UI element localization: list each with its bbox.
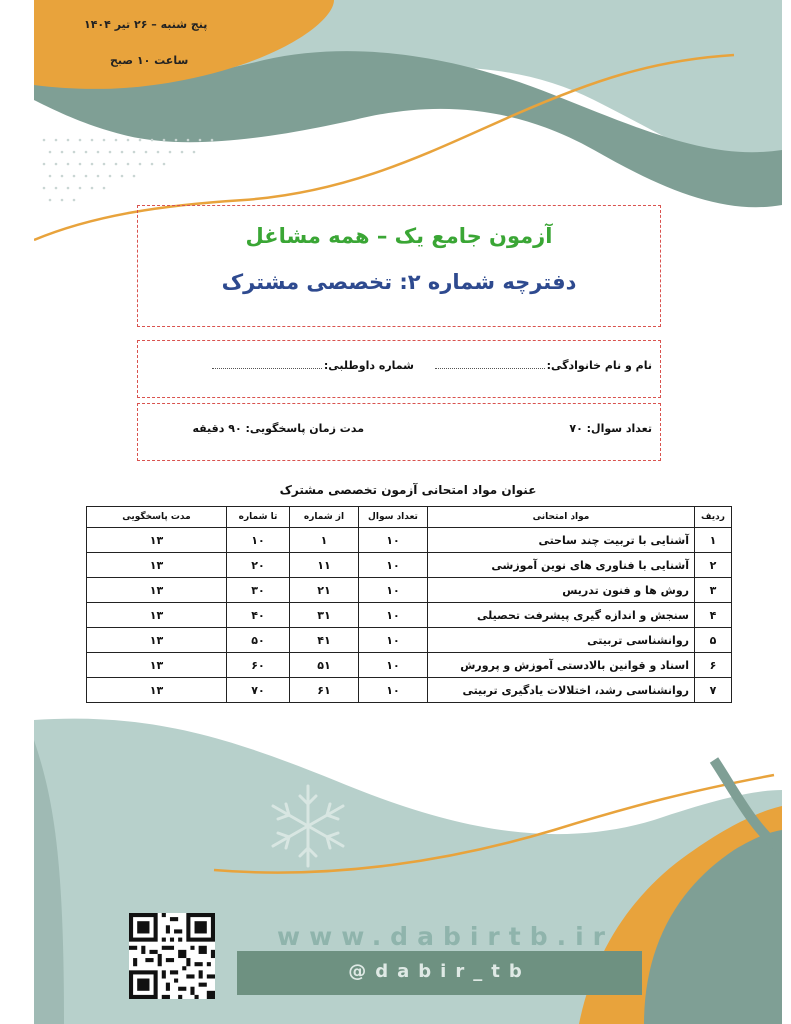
cell-row-number: ۷ bbox=[695, 678, 732, 703]
cell-from-number: ۱۱ bbox=[290, 553, 359, 578]
cell-question-count: ۱۰ bbox=[359, 553, 428, 578]
cell-duration: ۱۳ bbox=[87, 628, 227, 653]
top-dot-pattern bbox=[43, 139, 214, 202]
cell-row-number: ۵ bbox=[695, 628, 732, 653]
header-to-number: تا شماره bbox=[227, 507, 290, 528]
table-header-row bbox=[87, 507, 732, 528]
subjects-table-title: عنوان مواد امتحانی آزمون تخصصی مشترک bbox=[279, 483, 537, 497]
cell-duration: ۱۳ bbox=[87, 678, 227, 703]
cell-from-number: ۳۱ bbox=[290, 603, 359, 628]
table-row bbox=[87, 528, 732, 553]
cell-row-number: ۲ bbox=[695, 553, 732, 578]
name-blank[interactable] bbox=[435, 359, 545, 369]
header-row-number: ردیف bbox=[695, 507, 732, 528]
candidate-number-blank[interactable] bbox=[212, 359, 322, 369]
cell-duration: ۱۳ bbox=[87, 653, 227, 678]
table-row bbox=[87, 653, 732, 678]
candidate-number-field[interactable] bbox=[212, 359, 414, 372]
cell-to-number: ۷۰ bbox=[227, 678, 290, 703]
booklet-title: دفترچه شماره ۲: تخصصی مشترک bbox=[221, 270, 577, 294]
cell-question-count: ۱۰ bbox=[359, 528, 428, 553]
cell-subject: روانشناسی رشد، اختلالات یادگیری تربیتی bbox=[428, 678, 695, 703]
cell-subject: آشنایی با تربیت چند ساحتی bbox=[428, 528, 695, 553]
cell-from-number: ۵۱ bbox=[290, 653, 359, 678]
subjects-table bbox=[86, 506, 732, 703]
title-box bbox=[137, 205, 661, 327]
cell-to-number: ۵۰ bbox=[227, 628, 290, 653]
table-row bbox=[87, 678, 732, 703]
cell-row-number: ۶ bbox=[695, 653, 732, 678]
table-row bbox=[87, 628, 732, 653]
cell-row-number: ۱ bbox=[695, 528, 732, 553]
social-handle-bar bbox=[237, 951, 642, 995]
question-count: تعداد سوال: ۷۰ bbox=[569, 422, 652, 435]
cell-from-number: ۲۱ bbox=[290, 578, 359, 603]
table-row bbox=[87, 578, 732, 603]
cell-question-count: ۱۰ bbox=[359, 603, 428, 628]
header-duration: مدت پاسخگویی bbox=[87, 507, 227, 528]
cell-row-number: ۳ bbox=[695, 578, 732, 603]
candidate-info-box bbox=[137, 340, 661, 398]
cell-subject: روانشناسی تربیتی bbox=[428, 628, 695, 653]
cell-to-number: ۶۰ bbox=[227, 653, 290, 678]
cell-question-count: ۱۰ bbox=[359, 678, 428, 703]
cell-subject: روش ها و فنون تدریس bbox=[428, 578, 695, 603]
cell-subject: سنجش و اندازه گیری پیشرفت تحصیلی bbox=[428, 603, 695, 628]
cell-question-count: ۱۰ bbox=[359, 653, 428, 678]
snowflake-icon bbox=[256, 782, 361, 870]
cell-duration: ۱۳ bbox=[87, 528, 227, 553]
cell-row-number: ۴ bbox=[695, 603, 732, 628]
cell-duration: ۱۳ bbox=[87, 603, 227, 628]
table-row bbox=[87, 603, 732, 628]
cell-to-number: ۴۰ bbox=[227, 603, 290, 628]
exam-details-box bbox=[137, 403, 661, 461]
cell-question-count: ۱۰ bbox=[359, 628, 428, 653]
cell-duration: ۱۳ bbox=[87, 578, 227, 603]
header-from-number: از شماره bbox=[290, 507, 359, 528]
cell-to-number: ۳۰ bbox=[227, 578, 290, 603]
cell-to-number: ۲۰ bbox=[227, 553, 290, 578]
header-subject: مواد امتحانی bbox=[428, 507, 695, 528]
cell-subject: اسناد و قوانین بالادستی آموزش و پرورش bbox=[428, 653, 695, 678]
cell-subject: آشنایی با فناوری های نوین آموزشی bbox=[428, 553, 695, 578]
name-label: نام و نام خانوادگی: bbox=[546, 359, 652, 372]
cell-question-count: ۱۰ bbox=[359, 578, 428, 603]
exam-duration: مدت زمان پاسخگویی: ۹۰ دقیقه bbox=[192, 422, 364, 435]
table-body bbox=[87, 528, 732, 703]
candidate-number-label: شماره داوطلبی: bbox=[323, 359, 414, 372]
cell-duration: ۱۳ bbox=[87, 553, 227, 578]
cell-from-number: ۶۱ bbox=[290, 678, 359, 703]
header-question-count: تعداد سوال bbox=[359, 507, 428, 528]
exam-time: ساعت ۱۰ صبح bbox=[110, 54, 189, 67]
exam-title: آزمون جامع یک – همه مشاغل bbox=[245, 224, 553, 248]
social-handle[interactable]: @dabir_tb bbox=[348, 961, 531, 982]
table-row bbox=[87, 553, 732, 578]
exam-date: پنج شنبه – ۲۶ تیر ۱۴۰۴ bbox=[84, 18, 208, 31]
qr-code[interactable] bbox=[129, 913, 215, 999]
name-field[interactable] bbox=[435, 359, 652, 372]
cell-to-number: ۱۰ bbox=[227, 528, 290, 553]
cell-from-number: ۱ bbox=[290, 528, 359, 553]
website-url[interactable]: www.dabirtb.ir bbox=[277, 922, 614, 951]
cell-from-number: ۴۱ bbox=[290, 628, 359, 653]
exam-cover-page bbox=[34, 0, 782, 1024]
